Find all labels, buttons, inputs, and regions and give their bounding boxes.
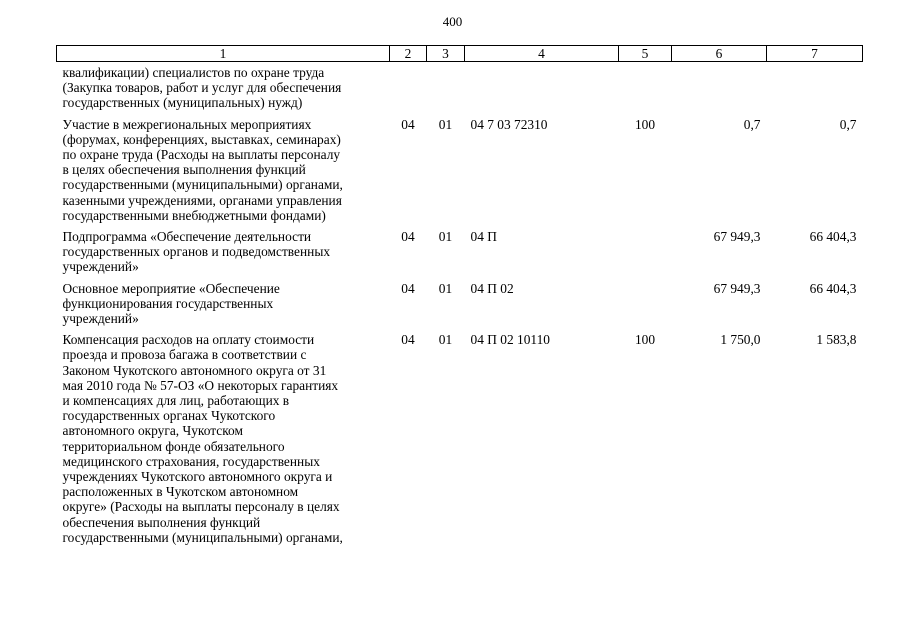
column-header-3: 3 bbox=[427, 46, 465, 62]
description-line: (Закупка товаров, работ и услуг для обеспечения bbox=[62, 80, 342, 96]
column-header-2: 2 bbox=[390, 46, 427, 62]
description-line: государственными (муниципальными) органами, bbox=[62, 177, 343, 193]
description-line: Законом Чукотского автономного округа от 31 bbox=[62, 362, 327, 378]
expense-type-code bbox=[619, 229, 672, 281]
page-number: 400 bbox=[442, 14, 463, 29]
target-article-code: 04 П bbox=[470, 229, 497, 245]
header-row bbox=[57, 46, 863, 62]
target-article-code: 04 П 02 10110 bbox=[470, 332, 550, 348]
section-code: 04 bbox=[401, 332, 415, 348]
budget-table bbox=[56, 45, 863, 551]
expense-type-code: 100 bbox=[634, 116, 656, 132]
section-code: 04 bbox=[401, 280, 415, 296]
amount-approved bbox=[672, 62, 767, 117]
description-line: территориальном фонде обязательного bbox=[62, 438, 285, 454]
amount-executed: 66 404,3 bbox=[809, 280, 857, 296]
description-line: функционирования государственных bbox=[62, 295, 274, 311]
target-article-code bbox=[465, 62, 619, 117]
row-description bbox=[57, 229, 390, 281]
table-body bbox=[57, 62, 863, 552]
subsection-code: 01 bbox=[438, 280, 453, 296]
description-line: учреждений» bbox=[62, 259, 139, 275]
description-line: Компенсация расходов на оплату стоимости bbox=[62, 332, 315, 348]
row-description bbox=[57, 332, 390, 551]
amount-executed bbox=[767, 62, 863, 117]
description-line: государственными внебюджетными фондами) bbox=[62, 207, 326, 223]
column-header-1: 1 bbox=[57, 46, 390, 62]
description-line: Подпрограмма «Обеспечение деятельности bbox=[62, 229, 312, 245]
table-row bbox=[57, 332, 863, 551]
row-description bbox=[57, 281, 390, 333]
amount-approved: 1 750,0 bbox=[720, 332, 761, 348]
description-line: обеспечения выполнения функций bbox=[62, 514, 261, 530]
amount-executed: 0,7 bbox=[839, 116, 857, 132]
table-row bbox=[57, 117, 863, 229]
subsection-code: 01 bbox=[438, 229, 453, 245]
amount-approved: 67 949,3 bbox=[713, 280, 761, 296]
section-code bbox=[390, 62, 427, 117]
description-line: автономного округа, Чукотском bbox=[62, 423, 243, 439]
column-header-6: 6 bbox=[672, 46, 767, 62]
description-line: государственных органах Чукотского bbox=[62, 408, 276, 424]
expense-type-code bbox=[619, 62, 672, 117]
target-article-code: 04 П 02 bbox=[470, 280, 514, 296]
description-line: государственными (муниципальными) органами, bbox=[62, 529, 343, 545]
expense-type-code bbox=[619, 281, 672, 333]
column-header-4: 4 bbox=[465, 46, 619, 62]
subsection-code: 01 bbox=[438, 116, 453, 132]
table-row bbox=[57, 281, 863, 333]
description-line: Участие в межрегиональных мероприятиях bbox=[62, 116, 312, 132]
description-line: медицинского страхования, государственных bbox=[62, 453, 320, 469]
amount-executed: 1 583,8 bbox=[816, 332, 857, 348]
table-header bbox=[57, 46, 863, 62]
description-line: государственных (муниципальных) нужд) bbox=[62, 95, 303, 111]
table-row bbox=[57, 62, 863, 117]
description-line: округе» (Расходы на выплаты персоналу в целях bbox=[62, 499, 340, 515]
subsection-code bbox=[427, 62, 465, 117]
description-line: государственных органов и подведомственных bbox=[62, 244, 331, 260]
row-description bbox=[57, 62, 390, 117]
row-description bbox=[57, 117, 390, 229]
description-line: в целях обеспечения выполнения функций bbox=[62, 162, 306, 178]
description-line: расположенных в Чукотском автономном bbox=[62, 484, 299, 500]
description-line: по охране труда (Расходы на выплаты персоналу bbox=[62, 147, 341, 163]
description-line: (форумах, конференциях, выставках, семинарах) bbox=[62, 131, 341, 147]
section-code: 04 bbox=[401, 116, 415, 132]
table-row bbox=[57, 229, 863, 281]
description-line: Основное мероприятие «Обеспечение bbox=[62, 280, 280, 296]
description-line: учреждениях Чукотского автономного округа и bbox=[62, 469, 333, 485]
subsection-code: 01 bbox=[438, 332, 453, 348]
expense-type-code: 100 bbox=[634, 332, 656, 348]
description-line: и компенсациях для лиц, работающих в bbox=[62, 393, 290, 409]
amount-approved: 0,7 bbox=[743, 116, 761, 132]
section-code: 04 bbox=[401, 229, 415, 245]
description-line: проезда и провоза багажа в соответствии с bbox=[62, 347, 307, 363]
column-header-7: 7 bbox=[767, 46, 863, 62]
column-header-5: 5 bbox=[619, 46, 672, 62]
description-line: учреждений» bbox=[62, 311, 139, 327]
description-line: казенными учреждениями, органами управления bbox=[62, 192, 342, 208]
amount-executed: 66 404,3 bbox=[809, 229, 857, 245]
amount-approved: 67 949,3 bbox=[713, 229, 761, 245]
description-line: мая 2010 года № 57-ОЗ «О некоторых гарантиях bbox=[62, 377, 339, 393]
description-line: квалификации) специалистов по охране труда bbox=[62, 65, 325, 80]
target-article-code: 04 7 03 72310 bbox=[470, 116, 548, 132]
